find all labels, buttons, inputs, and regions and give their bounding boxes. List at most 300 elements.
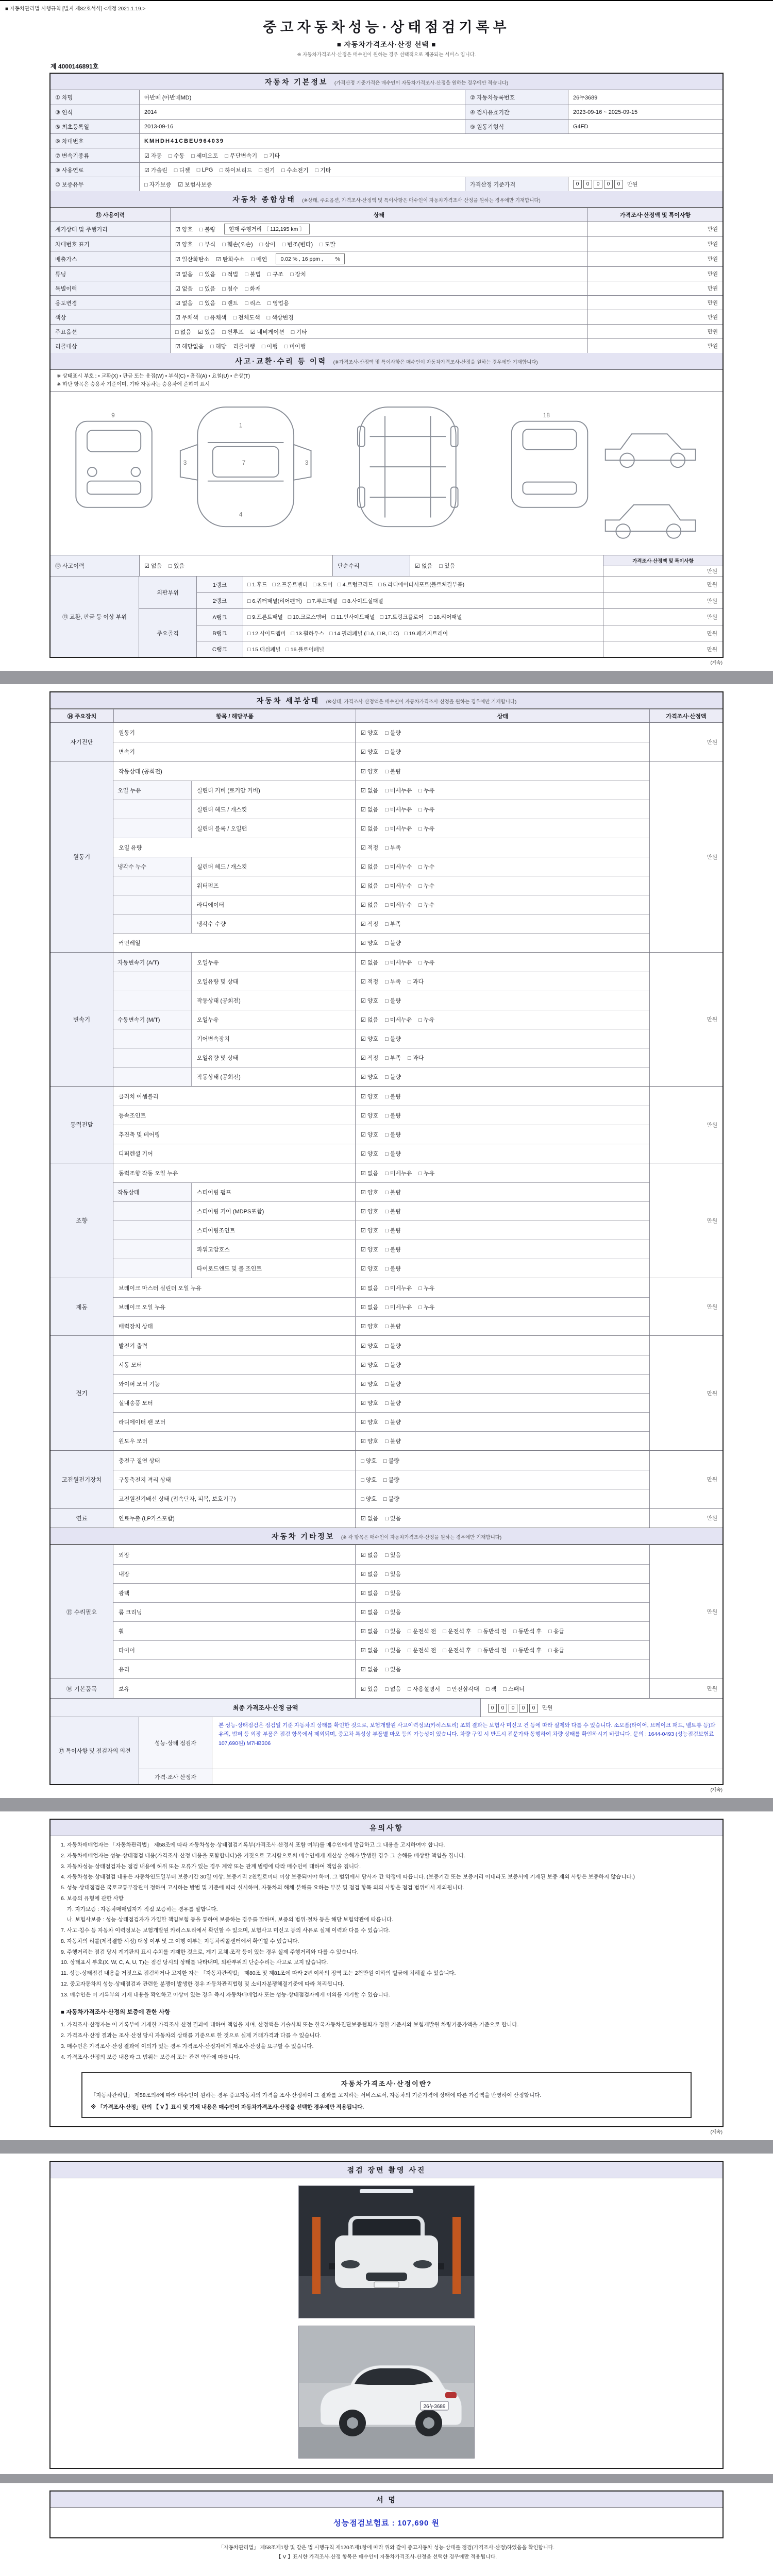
device-row-labels bbox=[113, 1317, 356, 1335]
price-digit-box: 0 bbox=[573, 180, 582, 189]
warranty-label: ⑩ 보증유무 bbox=[51, 177, 139, 191]
exchanged-parts-label: ⑬ 교환, 판금 등 이상 부위 bbox=[51, 577, 139, 657]
device-row-item: 오일유량 및 상태 bbox=[197, 979, 239, 985]
device-row-options bbox=[356, 1144, 649, 1163]
device-row-subgroup bbox=[113, 876, 192, 895]
device-row-item: 발전기 출력 bbox=[119, 1343, 148, 1349]
state-option: □ 과다 bbox=[408, 979, 424, 985]
engine-type-value: G4FD bbox=[568, 120, 722, 133]
photo-rear-quarter-view bbox=[299, 2326, 474, 2458]
state-option: ☑ 양호 bbox=[361, 940, 379, 946]
device-group bbox=[51, 1086, 722, 1163]
price-digit-box: 0 bbox=[498, 1704, 507, 1713]
license-plate-text: 26누3689 bbox=[423, 2403, 446, 2410]
state-option: □ 렌트 bbox=[222, 300, 239, 307]
state-option: □ 스패너 bbox=[503, 1686, 525, 1692]
notice-items bbox=[51, 1836, 722, 2004]
overall-col-state: 상태 bbox=[170, 208, 587, 221]
device-row bbox=[113, 876, 649, 895]
device-row-options bbox=[356, 819, 649, 838]
part-option: □ 1.후드 bbox=[247, 582, 267, 588]
device-row-labels bbox=[113, 1394, 356, 1412]
detail-col-item: 항목 / 해당부품 bbox=[113, 709, 356, 722]
device-group-price: 만원 bbox=[649, 1278, 722, 1335]
device-row-labels bbox=[113, 723, 356, 742]
device-group-name: 고전원전기장치 bbox=[51, 1451, 113, 1508]
state-option: □ 불량 bbox=[385, 1362, 401, 1368]
etc-row bbox=[113, 1640, 649, 1659]
section-photos bbox=[49, 2161, 724, 2469]
device-row-labels bbox=[113, 991, 356, 1010]
device-row-labels bbox=[113, 1048, 356, 1067]
device-row-options bbox=[356, 1106, 649, 1125]
state-option: □ 양호 bbox=[361, 1496, 377, 1502]
overall-row-options bbox=[175, 328, 314, 336]
part-option: □ 2.프론트펜더 bbox=[272, 582, 308, 588]
device-group-name: 조향 bbox=[51, 1163, 113, 1278]
notice-subsection-item: 4. 가격조사·산정의 보증 내용과 그 범위는 보증서 또는 관련 약관에 따릅니다. bbox=[61, 2054, 241, 2060]
section-divider bbox=[0, 2140, 773, 2154]
state-option: □ 불량 bbox=[385, 998, 401, 1004]
device-row-labels bbox=[113, 1259, 356, 1278]
device-row bbox=[113, 1163, 649, 1182]
device-row-options bbox=[356, 1163, 649, 1182]
etc-group-name: ⑮ 수리필요 bbox=[51, 1545, 113, 1679]
state-option: □ 미세누유 bbox=[385, 1304, 412, 1311]
overall-row-options bbox=[175, 255, 274, 263]
device-row-labels bbox=[113, 1183, 356, 1201]
state-option: □ 불량 bbox=[385, 1400, 401, 1406]
overall-row bbox=[51, 251, 722, 266]
overall-row bbox=[51, 324, 722, 338]
notice-item: 8. 자동차의 리콜(제작결함 시정) 대상 여부 및 그 이행 여부는 자동차리콜센터에서 확인할 수 있습니다. bbox=[61, 1938, 299, 1944]
overall-row-state bbox=[170, 237, 587, 251]
price-digit-box: 0 bbox=[583, 180, 592, 189]
part-option: □ 15.대쉬패널 bbox=[247, 646, 281, 653]
parts-rank-row bbox=[197, 609, 722, 625]
state-option: □ 불량 bbox=[385, 1381, 401, 1387]
state-option: ☑ 양호 bbox=[175, 226, 193, 233]
device-row-options bbox=[356, 1259, 649, 1278]
engine-type-label: ⑨ 원동기형식 bbox=[465, 120, 568, 133]
state-option: □ 유채색 bbox=[205, 314, 227, 321]
device-row-item: 충전구 절연 상태 bbox=[119, 1458, 160, 1464]
continued-marker: (계속) bbox=[710, 660, 722, 665]
device-row-options bbox=[356, 1394, 649, 1412]
svg-text:3: 3 bbox=[183, 460, 187, 467]
state-option: ☑ 양호 bbox=[361, 768, 379, 775]
device-group bbox=[51, 1508, 722, 1528]
state-option: ☑ 없음 bbox=[175, 300, 193, 307]
parts-rank-price: 만원 bbox=[603, 593, 722, 608]
parts-rank-label: B랭크 bbox=[197, 625, 243, 641]
notice-item: 2. 자동차매매업자는 성능·상태점검 내용(가격조사·산정 내용을 포함합니다)을 거짓으로 고지함으로써 매수인에게 재산상 손해가 발생한 경우 그 손해를 배상할 책임을 집니다. bbox=[61, 1852, 466, 1859]
state-option: ☑ 양호 bbox=[361, 998, 379, 1004]
device-row-item: 오일 유량 bbox=[119, 845, 142, 851]
notice-subsection-title: ■ 자동차가격조사·산정의 보증에 관한 사항 bbox=[61, 2009, 171, 2016]
device-row-labels bbox=[113, 1432, 356, 1450]
state-option: □ 불법 bbox=[245, 271, 261, 278]
device-row-item: 스티어링 기어 (MDPS포함) bbox=[197, 1209, 264, 1215]
transmission-option: □ 수동 bbox=[169, 152, 185, 159]
svg-text:18: 18 bbox=[543, 412, 550, 419]
detail-title: 자동차 세부상태 bbox=[256, 697, 320, 705]
document-number: 제 4000146891호 bbox=[51, 63, 99, 70]
state-option: □ 양호 bbox=[361, 1477, 377, 1483]
device-row-subgroup bbox=[113, 800, 192, 819]
etc-group-rows bbox=[113, 1679, 649, 1698]
device-group-rows bbox=[113, 953, 649, 1086]
state-option: ☑ 양호 bbox=[361, 1190, 379, 1196]
device-row-options bbox=[356, 1451, 649, 1470]
device-row bbox=[113, 1048, 649, 1067]
overall-row-item: 튜닝 bbox=[51, 267, 170, 281]
state-option: □ 불량 bbox=[385, 1151, 401, 1157]
accident-price-cell bbox=[603, 555, 722, 576]
device-row-options bbox=[356, 876, 649, 895]
insurance-fee-value: 107,690 원 bbox=[397, 2518, 440, 2528]
device-row-item: 작동상태 (공회전) bbox=[119, 768, 162, 775]
state-option: □ 불량 bbox=[385, 749, 401, 755]
state-option: □ 누수 bbox=[418, 883, 435, 889]
overall-row-item: 리콜대상 bbox=[51, 339, 170, 353]
device-row-subgroup bbox=[113, 914, 192, 933]
etc-note: (※ 각 항목은 매수인이 자동차가격조사·산정을 원하는 경우에만 기재합니다) bbox=[341, 1535, 502, 1540]
document-subnote: ※ 자동차가격조사·산정은 매수인이 원하는 경우 선택적으로 제공되는 서비스 입니다. bbox=[297, 52, 476, 58]
state-option: ☑ 양호 bbox=[361, 1132, 379, 1138]
state-option: □ 불량 bbox=[385, 1190, 401, 1196]
svg-text:7: 7 bbox=[242, 460, 246, 467]
detail-note: (※상태, 가격조사·산정액은 매수인이 자동차가격조사·산정을 원하는 경우에만 기재합니다) bbox=[326, 699, 517, 705]
overall-rows bbox=[51, 221, 722, 353]
state-option: □ 양호 bbox=[361, 1458, 377, 1464]
device-row-options bbox=[356, 838, 649, 857]
state-option: □ 전체도색 bbox=[233, 314, 260, 321]
etc-row bbox=[113, 1659, 649, 1679]
fuel-option: □ 하이브리드 bbox=[220, 167, 253, 174]
parts-rank-price: 만원 bbox=[603, 641, 722, 657]
parts-rank-items bbox=[243, 625, 603, 641]
device-row bbox=[113, 1374, 649, 1393]
device-row-item: 등속조인트 bbox=[119, 1113, 146, 1119]
state-option: ☑ 있음 bbox=[361, 1686, 379, 1692]
etc-row-options bbox=[356, 1641, 649, 1659]
state-option: ☑ 없음 bbox=[361, 1285, 379, 1292]
device-row-item: 작동상태 (공회전) bbox=[197, 998, 241, 1004]
state-option: □ 부족 bbox=[385, 979, 401, 985]
state-option: □ 미세누수 bbox=[385, 864, 412, 870]
overall-row-state bbox=[170, 251, 587, 266]
notice-item: 5. 성능·상태점검은 국토교통부장관이 정하여 고시하는 방법 및 기준에 따라 실시하며, 자동차의 해체·분해를 요하는 부분 및 점검 항목 외의 사항은 점검 범위에서 제외됩니다. bbox=[61, 1885, 464, 1891]
device-group bbox=[51, 722, 722, 761]
device-row-options bbox=[356, 1029, 649, 1048]
device-row-options bbox=[356, 1489, 649, 1508]
device-row-subgroup bbox=[113, 1259, 192, 1278]
etc-row-labels bbox=[113, 1603, 356, 1621]
state-option: □ 누수 bbox=[418, 864, 435, 870]
etc-row-options bbox=[356, 1660, 649, 1679]
etc-row-item: 광택 bbox=[119, 1590, 130, 1597]
device-row bbox=[113, 742, 649, 761]
device-row-item: 디퍼렌셜 기어 bbox=[119, 1151, 153, 1157]
device-row-item: 고전원전기배선 상태 (접속단자, 피복, 보호기구) bbox=[119, 1496, 236, 1502]
state-option: □ 구조 bbox=[267, 271, 283, 278]
state-option: □ 불량 bbox=[385, 1093, 401, 1100]
state-option: □ 누유 bbox=[418, 959, 435, 966]
part-option: □ 6.쿼터패널(리어펜더) bbox=[247, 598, 303, 604]
fuel-option: □ 기타 bbox=[315, 167, 331, 174]
exchanged-parts-groups bbox=[139, 577, 722, 657]
device-row-item: 브레이크 마스터 실린더 오일 누유 bbox=[119, 1285, 201, 1292]
notice-item: 4. 자동차성능·상태점검 내용은 자동차인도일부터 보증기간 30일 이상, 보증거리 2천킬로미터 이상 보증되어야 하며, 그 범위에서 당사자 간 약정에 따릅니다. (보증기간 또는 보증거리 이내라도 보증서에 기재된 보증 제외 사항은 보증하지 않습니다.) bbox=[61, 1874, 635, 1880]
device-row bbox=[113, 1451, 649, 1470]
device-row bbox=[113, 1221, 649, 1240]
device-row-item: 실린더 헤드 / 개스킷 bbox=[197, 807, 247, 813]
device-row bbox=[113, 1106, 649, 1125]
overall-row bbox=[51, 221, 722, 236]
notice-subsection-item: 2. 가격조사·산정 결과는 조사·산정 당시 자동차의 상태를 기준으로 한 것으로 실제 거래가격과 다를 수 있습니다. bbox=[61, 2032, 322, 2039]
opinion-rows bbox=[139, 1717, 722, 1784]
device-row-labels bbox=[113, 1106, 356, 1125]
notice-subsection-item: 3. 매수인은 가격조사·산정 결과에 이의가 있는 경우 가격조사·산정자에게 재조사·산정을 요구할 수 있습니다. bbox=[61, 2043, 314, 2049]
state-option: ☑ 없음 bbox=[361, 826, 379, 832]
device-row-item: 작동상태 (공회전) bbox=[197, 1074, 241, 1080]
state-option: □ 불량 bbox=[385, 1132, 401, 1138]
device-row-options bbox=[356, 1240, 649, 1259]
device-row-labels bbox=[113, 1125, 356, 1144]
device-row-labels bbox=[113, 1087, 356, 1106]
parts-rank-price: 만원 bbox=[603, 609, 722, 625]
device-row-item: 브레이크 오일 누유 bbox=[119, 1304, 166, 1311]
state-option: □ 상이 bbox=[259, 241, 276, 248]
etc-row-options bbox=[356, 1584, 649, 1602]
state-option: □ 있음 bbox=[199, 285, 216, 292]
device-row-options bbox=[356, 1087, 649, 1106]
device-row-subgroup bbox=[113, 991, 192, 1010]
device-row bbox=[113, 1087, 649, 1106]
overall-row bbox=[51, 281, 722, 295]
device-row-options bbox=[356, 934, 649, 952]
device-row-options bbox=[356, 1278, 649, 1297]
accident-history-row bbox=[51, 555, 722, 576]
year-label: ③ 연식 bbox=[51, 105, 139, 119]
state-option: □ 누유 bbox=[418, 1285, 435, 1292]
notice-subsection-item: 1. 가격조사·산정자는 이 기록부에 기재한 가격조사·산정 결과에 대하여 책임을 지며, 산정액은 기술사회 또는 한국자동차진단보증협회가 정한 기준서와 보험개발원 차량기준가액을 기준으로 합니다. bbox=[61, 2022, 519, 2028]
device-row-item: 변속기 bbox=[119, 749, 135, 755]
etc-row bbox=[113, 1602, 649, 1621]
device-row bbox=[113, 991, 649, 1010]
accident-title: 사고·교환·수리 등 이력 bbox=[235, 357, 327, 365]
price-appraisal-definition-box bbox=[81, 2072, 692, 2118]
section-detail-etc bbox=[49, 691, 724, 1785]
price-digit-box: 0 bbox=[509, 1704, 517, 1713]
part-option: □ 9.프론트패널 bbox=[247, 614, 283, 620]
etc-row-item: 내장 bbox=[119, 1571, 130, 1578]
device-row-labels bbox=[113, 781, 356, 800]
state-option: □ 불량 bbox=[383, 1477, 399, 1483]
state-option: ☑ 없음 bbox=[361, 1170, 379, 1177]
state-option: ☑ 없음 bbox=[361, 1648, 379, 1654]
device-group-name: 연료 bbox=[51, 1509, 113, 1528]
device-row-labels bbox=[113, 1278, 356, 1297]
device-row-labels bbox=[113, 1240, 356, 1259]
transmission-option: ☑ 자동 bbox=[144, 152, 162, 159]
state-option: □ 미세누수 bbox=[385, 883, 412, 889]
state-option: □ 불량 bbox=[385, 1228, 401, 1234]
device-row bbox=[113, 800, 649, 819]
device-row bbox=[113, 1431, 649, 1450]
state-option: ☑ 없음 bbox=[361, 1552, 379, 1558]
parts-rank-row bbox=[197, 625, 722, 641]
state-option: □ 불량 bbox=[385, 1036, 401, 1042]
state-option: □ 응급 bbox=[548, 1648, 565, 1654]
basic-info-title: 자동차 기본정보 bbox=[264, 78, 328, 86]
device-row bbox=[113, 761, 649, 781]
device-row-options bbox=[356, 1048, 649, 1067]
state-option: ☑ 양호 bbox=[361, 1093, 379, 1100]
etc-group-rows bbox=[113, 1545, 649, 1679]
etc-row-options bbox=[356, 1603, 649, 1621]
etc-group bbox=[51, 1545, 722, 1679]
footer-confirmation-line: 「자동차관리법」 제58조제1항 및 같은 법 시행규칙 제120조제1항에 따라 위와 같이 중고자동차 성능·상태를 점검(가격조사·산정)하였음을 확인합니다. bbox=[218, 2545, 555, 2551]
final-price-value bbox=[480, 1699, 722, 1717]
device-row-subgroup bbox=[113, 819, 192, 838]
inspection-photo-lift bbox=[298, 2185, 475, 2318]
detail-groups bbox=[51, 722, 722, 1528]
page-footer bbox=[0, 2538, 773, 2571]
device-row-labels bbox=[113, 1298, 356, 1316]
document-title: 중고자동차성능·상태점검기록부 bbox=[263, 20, 510, 35]
notice-item: 나. 보험사보증 : 성능·상태점검자가 가입한 책임보험 등을 통하여 보증하는 경우를 말하며, 보증의 범위·절차 등은 해당 보험약관에 따릅니다. bbox=[61, 1917, 394, 1923]
state-option: □ 미세누수 bbox=[385, 902, 412, 908]
state-option: ☑ 없음 bbox=[361, 807, 379, 813]
transmission-option: □ 기타 bbox=[264, 152, 280, 159]
etc-row-item: 외장 bbox=[119, 1552, 130, 1558]
device-row-options bbox=[356, 1298, 649, 1316]
device-group-price: 만원 bbox=[649, 953, 722, 1086]
state-option: □ 누수 bbox=[418, 902, 435, 908]
section-signature bbox=[49, 2490, 724, 2538]
device-row bbox=[113, 1144, 649, 1163]
state-option: ☑ 일산화탄소 bbox=[175, 256, 210, 263]
overall-row-state bbox=[170, 325, 587, 338]
overall-note: (※상태, 주요옵션, 가격조사·산정액 및 특이사항은 매수인이 자동차가격조사·산정을 원하는 경우에만 기재합니다) bbox=[302, 198, 541, 204]
parts-rank-price: 만원 bbox=[603, 625, 722, 641]
part-option: □ 8.사이드실패널 bbox=[342, 598, 383, 604]
device-row-labels bbox=[113, 1202, 356, 1221]
parts-group-ranks bbox=[197, 609, 722, 657]
inspection-photo-rear bbox=[298, 2326, 475, 2459]
state-option: □ 동반석 후 bbox=[513, 1648, 542, 1654]
section-basic-overall-accident bbox=[49, 73, 724, 658]
state-option: ☑ 적정 bbox=[361, 921, 379, 927]
state-option: □ 없음 bbox=[175, 329, 191, 335]
state-option: ☑ 양호 bbox=[361, 1228, 379, 1234]
transmission-option: □ 무단변속기 bbox=[225, 152, 258, 159]
part-option: □ 7.루프패널 bbox=[307, 598, 338, 604]
device-row-options bbox=[356, 742, 649, 761]
state-option: ☑ 양호 bbox=[361, 1419, 379, 1426]
final-price-digits bbox=[488, 1703, 540, 1713]
etc-row-item: 보유 bbox=[119, 1686, 130, 1692]
etc-row-options bbox=[356, 1565, 649, 1583]
state-option: □ 불량 bbox=[383, 1458, 399, 1464]
device-row-item: 시동 모터 bbox=[119, 1362, 142, 1368]
device-row-item: 라디에이터 팬 모터 bbox=[119, 1419, 166, 1426]
device-group bbox=[51, 1163, 722, 1278]
parts-rank-price: 만원 bbox=[603, 577, 722, 592]
accident-price-unit: 만원 bbox=[707, 568, 717, 574]
simple-repair-label: 단순수리 bbox=[332, 555, 410, 576]
simple-repair-options bbox=[410, 555, 603, 576]
state-option: ☑ 양호 bbox=[361, 1324, 379, 1330]
device-row-labels bbox=[113, 800, 356, 819]
photos-title-bar bbox=[51, 2162, 722, 2178]
state-option: □ 미세누유 bbox=[385, 1017, 412, 1023]
etc-row bbox=[113, 1564, 649, 1583]
parts-group bbox=[139, 608, 722, 657]
state-option: □ 불량 bbox=[385, 1324, 401, 1330]
device-group-name: 원동기 bbox=[51, 761, 113, 952]
etc-row-labels bbox=[113, 1679, 356, 1698]
state-option: ☑ 양호 bbox=[361, 730, 379, 736]
overall-title-bar bbox=[51, 191, 722, 208]
final-price-unit: 만원 bbox=[542, 1705, 553, 1711]
device-row bbox=[113, 953, 649, 972]
etc-row-labels bbox=[113, 1565, 356, 1583]
section-divider bbox=[0, 1798, 773, 1811]
device-row-labels bbox=[113, 1221, 356, 1240]
device-row-item: 배력장치 상태 bbox=[119, 1324, 153, 1330]
state-option: ☑ 양호 bbox=[175, 241, 193, 248]
device-row bbox=[113, 819, 649, 838]
state-option: □ 기타 bbox=[291, 329, 307, 335]
part-option: □ 4.트렁크리드 bbox=[338, 582, 374, 588]
state-option: □ 부족 bbox=[385, 845, 401, 851]
transmission-option: □ 세미오토 bbox=[191, 152, 219, 159]
device-row bbox=[113, 1182, 649, 1201]
device-row bbox=[113, 1278, 649, 1297]
state-option: ☑ 없음 bbox=[361, 1609, 379, 1616]
device-row bbox=[113, 1336, 649, 1355]
state-option: ☑ 없음 bbox=[361, 1304, 379, 1311]
accident-price-header: 가격조사·산정액 및 특이사항 bbox=[603, 555, 722, 566]
state-option: □ 미세누유 bbox=[385, 788, 412, 794]
first-registration-value: 2013-09-16 bbox=[139, 120, 465, 133]
state-option: □ 썬루프 bbox=[222, 329, 244, 335]
device-group-price: 만원 bbox=[649, 1451, 722, 1508]
overall-row-extra: 현재 주행거리 〔 112,195 km 〕 bbox=[224, 224, 310, 234]
device-row-labels bbox=[113, 953, 356, 972]
state-option: □ 동반석 후 bbox=[513, 1629, 542, 1635]
accident-history-options bbox=[139, 555, 332, 576]
state-option: □ 누유 bbox=[418, 788, 435, 794]
overall-row-state bbox=[170, 222, 587, 236]
etc-row bbox=[113, 1679, 649, 1698]
device-row-labels bbox=[113, 1413, 356, 1431]
state-option: ☑ 적정 bbox=[361, 979, 379, 985]
state-option: ☑ 없음 bbox=[361, 959, 379, 966]
device-group bbox=[51, 1450, 722, 1508]
device-group-rows bbox=[113, 1509, 649, 1528]
fuel-options bbox=[139, 163, 722, 177]
device-group-name: 자기진단 bbox=[51, 723, 113, 761]
overall-row-options bbox=[175, 225, 222, 233]
device-group-rows bbox=[113, 1087, 649, 1163]
device-row-labels bbox=[113, 1451, 356, 1470]
device-row-options bbox=[356, 1183, 649, 1201]
etc-group-price: 만원 bbox=[649, 1545, 722, 1679]
